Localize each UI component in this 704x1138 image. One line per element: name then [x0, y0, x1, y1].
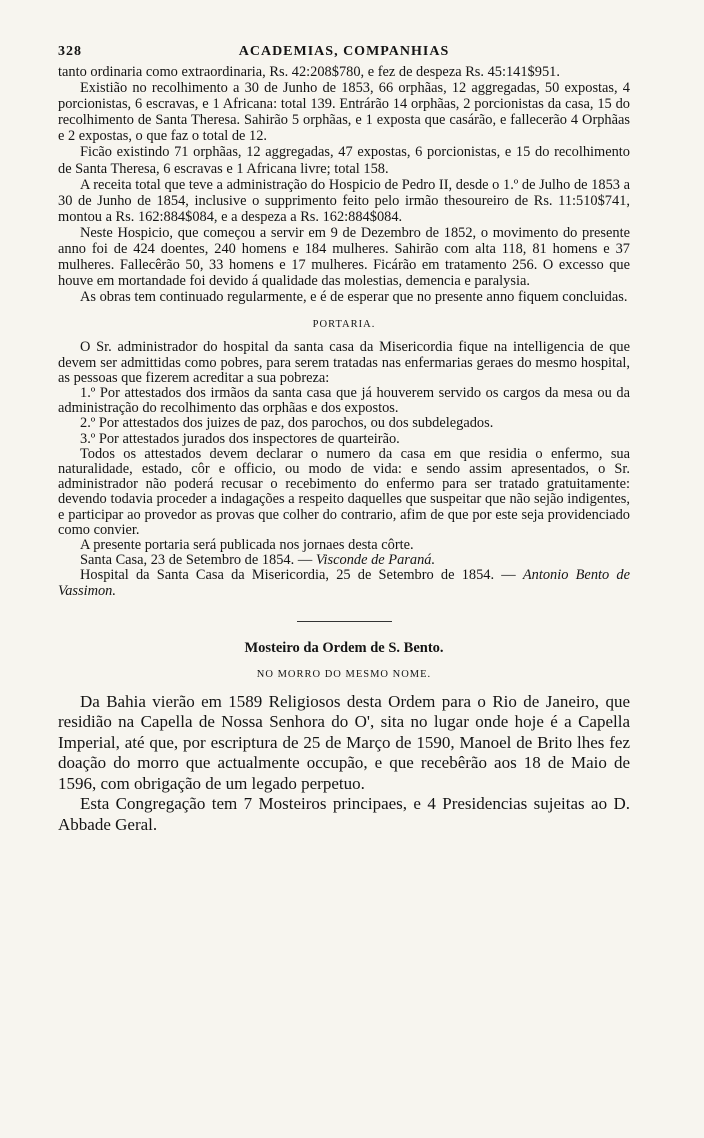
- signature-name: Visconde de Paraná.: [315, 552, 436, 569]
- signature-line: [58, 568, 630, 598]
- page-number: 328: [58, 44, 82, 59]
- paragraph: Ficão existindo 71 orphãas, 12 aggregadas, 47 expostas, 6 porcionistas, e 15 do recolhimento de Santa Theresa, 6 escravas e 1 Africana livre; total 158.: [58, 144, 630, 177]
- report-section: [58, 64, 630, 305]
- paragraph: Da Bahia vierão em 1589 Religiosos desta Ordem para o Rio de Janeiro, que residião na Capella de Nossa Senhora do O', sita no lugar onde hoje é a Capella Imperial, até que, por escriptura de 25 de Março de 1590, Manoel de Brito lhes fez doação do morro que actualmente occupão, e que recebêrão aos 18 de Maio de 1596, com obrigação de um legado perpetuo.: [58, 691, 630, 793]
- portaria-item: 1.º Por attestados dos irmãos da santa casa que já houverem servido os cargos da mesa ou da administração do recolhimento das orphãas e dos expostos.: [58, 385, 630, 417]
- paragraph: Neste Hospicio, que começou a servir em 9 de Dezembro de 1852, o movimento do presente anno foi de 424 doentes, 240 homens e 184 mulheres. Sahirão com alta 118, 81 homens e 37 mulheres. Fallecêrão 50, 33 homens e 17 mulheres. Ficárão em tratamento 256. O excesso que houve em mortandade foi devido á qualidade das molestias, demencia e paralysia.: [58, 224, 630, 290]
- portaria-item: 3.º Por attestados jurados dos inspectores de quarteirão.: [80, 430, 400, 447]
- portaria-publish: A presente portaria será publicada nos jornaes desta côrte.: [80, 537, 414, 554]
- section-divider: [297, 621, 392, 622]
- mosteiro-section: [58, 692, 630, 836]
- page-header: [58, 44, 630, 64]
- portaria-item: 2.º Por attestados dos juizes de paz, dos parochos, ou dos subdelegados.: [80, 415, 494, 432]
- signature-place-date: Santa Casa, 23 de Setembro de 1854. —: [80, 552, 313, 569]
- portaria-body: Todos os attestados devem declarar o numero da casa em que residia o enfermo, sua naturalidade, estado, côr e officio, ou modo de vida: e sendo assim apresentados, o Sr. administrador não poderá recusar o recebimento do enfermo para ser tratado gratuitamente: devendo todavia proceder a indagações a respeito daquelles que suspeitar que não sejão indigentes, e participar ao provedor as provas que colher do contrario, afim de que por este seja providenciado como convier.: [58, 445, 630, 538]
- signature-name: Antonio Bento de Vassimon.: [58, 567, 630, 599]
- section-subtitle: NO MORRO DO MESMO NOME.: [256, 668, 432, 680]
- document-page: [58, 44, 630, 835]
- portaria-intro: O Sr. administrador do hospital da santa casa da Misericordia fique na intelligencia de que devem ser admittidas como pobres, para serem tratadas nas enfermarias geraes do mesmo hospital, as pessoas que fizerem acreditar a sua pobreza:: [58, 339, 630, 386]
- signature-place-date: Hospital da Santa Casa da Misericordia, 25 de Setembro de 1854. —: [80, 567, 516, 584]
- section-title: Mosteiro da Ordem de S. Bento.: [244, 639, 444, 656]
- paragraph: Esta Congregação tem 7 Mosteiros principaes, e 4 Presidencias sujeitas ao D. Abbade Geral.: [58, 794, 630, 834]
- running-title: ACADEMIAS, COMPANHIAS: [238, 44, 450, 59]
- portaria-heading: PORTARIA.: [312, 319, 376, 331]
- paragraph: tanto ordinaria como extraordinaria, Rs. 42:208$780, e fez de despeza Rs. 45:141$951.: [58, 64, 560, 80]
- portaria-section: [58, 340, 630, 598]
- paragraph: Existião no recolhimento a 30 de Junho de 1853, 66 orphãas, 12 aggregadas, 50 expostas, 4 porcionistas, 6 escravas, e 1 Africana: total 139. Entrárão 14 orphãas, 2 porcionistas da casa, 15 do recolhimento de Santa Theresa. Sahirão 5 orphãas, e 1 exposta que casárão, e fallecerão 4 Orphãas e 2 expostas, o que faz o total de 12.: [58, 80, 630, 145]
- signature-line: [58, 553, 630, 568]
- paragraph: A receita total que teve a administração do Hospicio de Pedro II, desde o 1.º de Julho de 1853 a 30 de Junho de 1854, inclusive o supprimento feito pelo irmão thesoureiro de Rs. 11:510$741, montou a Rs. 162:884$084, e a despeza a Rs. 162:884$084.: [58, 176, 630, 225]
- paragraph: As obras tem continuado regularmente, e é de esperar que no presente anno fiquem concluidas.: [80, 289, 628, 306]
